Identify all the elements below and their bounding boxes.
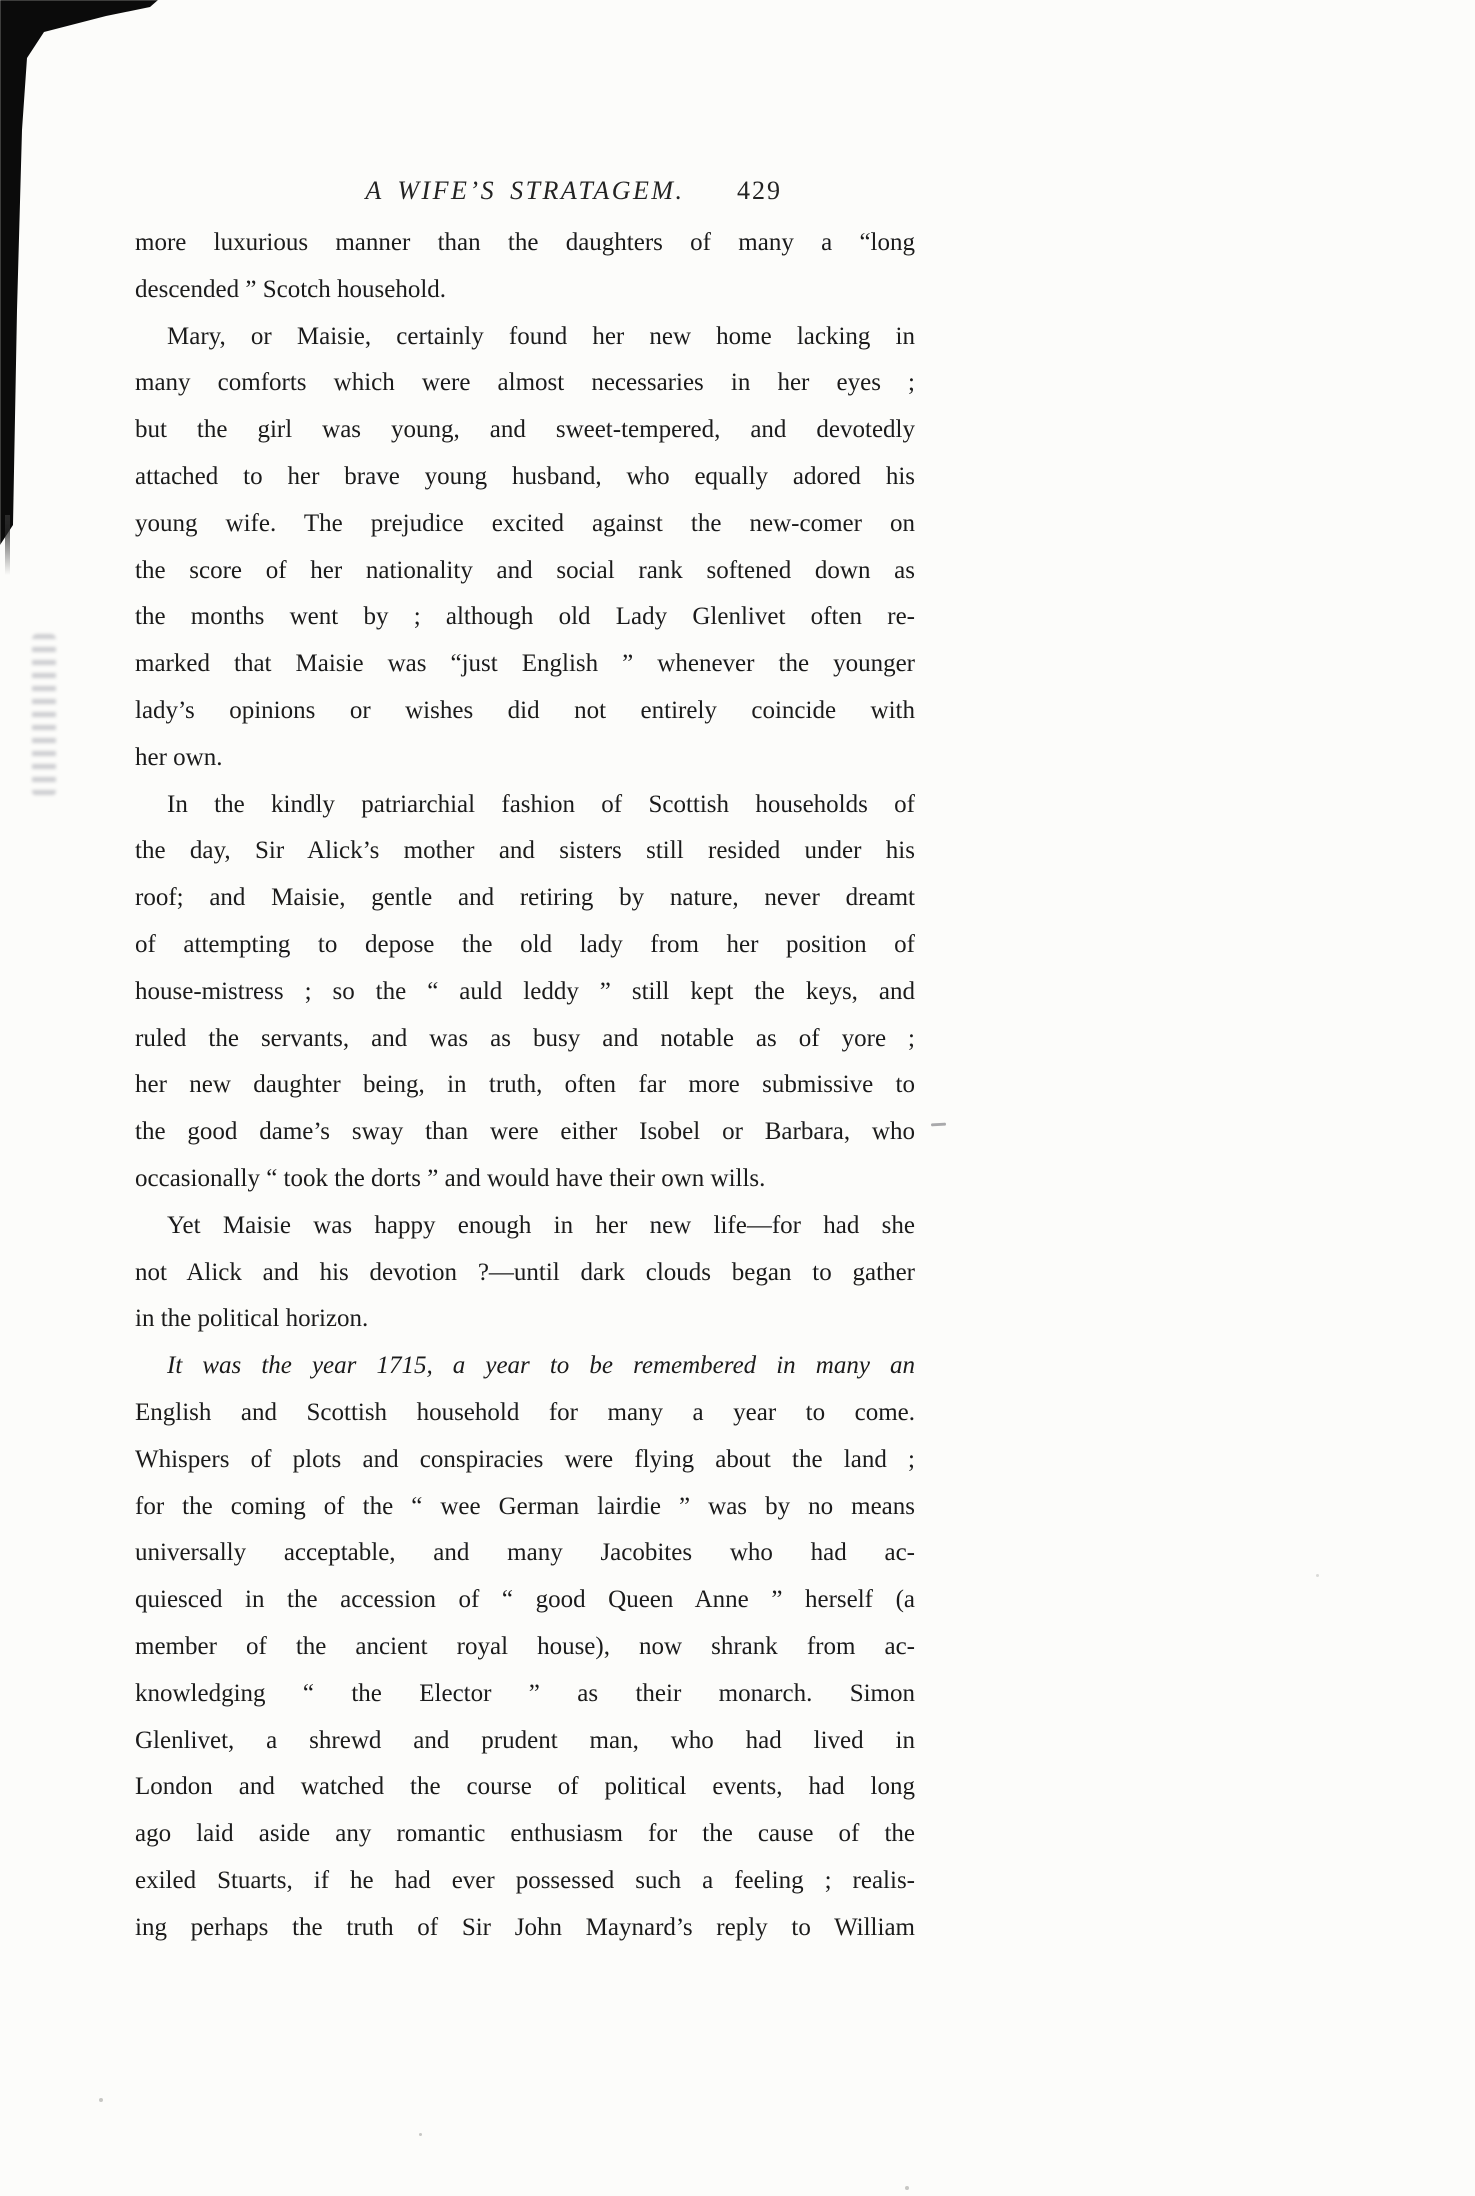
text-line: Yet Maisie was happy enough in her new life—for had she <box>167 1211 915 1239</box>
ink-speck <box>99 2098 103 2102</box>
text-line: ing perhaps the truth of Sir John Maynard’s reply to William <box>135 1913 915 1941</box>
text-line: for the coming of the “ wee German lairdie ” was by no means <box>135 1492 915 1520</box>
text-line: her new daughter being, in truth, often far more submissive to <box>135 1071 915 1099</box>
text-line: Glenlivet, a shrewd and prudent man, who had lived in <box>135 1726 915 1754</box>
page-header <box>135 176 915 212</box>
ink-speck <box>905 2186 909 2190</box>
running-title: A WIFE’S STRATAGEM. <box>365 176 685 205</box>
text-line: in the political horizon. <box>135 1305 369 1333</box>
paragraph <box>135 1203 915 1343</box>
paragraph <box>135 314 915 782</box>
paragraph <box>135 1343 915 1951</box>
text-line: ago laid aside any romantic enthusiasm for the cause of the <box>135 1820 915 1848</box>
text-line: member of the ancient royal house), now shrank from ac- <box>135 1632 915 1660</box>
text-line: the day, Sir Alick’s mother and sisters still resided under his <box>135 837 915 865</box>
text-line: roof; and Maisie, gentle and retiring by nature, never dreamt <box>135 884 915 912</box>
text-line: more luxurious manner than the daughters of many a “long <box>135 229 915 256</box>
text-line: universally acceptable, and many Jacobites who had ac- <box>135 1539 915 1567</box>
text-line: exiled Stuarts, if he had ever possessed such a feeling ; realis- <box>135 1866 915 1894</box>
text-line: of attempting to depose the old lady from her position of <box>135 930 915 958</box>
text-line: occasionally “ took the dorts ” and would have their own wills. <box>135 1164 766 1192</box>
text-line: the score of her nationality and social rank softened down as <box>135 556 915 584</box>
text-line: lady’s opinions or wishes did not entirely coincide with <box>135 696 915 724</box>
paragraph <box>135 782 915 1203</box>
text-line: house-mistress ; so the “ auld leddy ” still kept the keys, and <box>135 977 915 1005</box>
text-line: Mary, or Maisie, certainly found her new home lacking in <box>167 322 915 350</box>
text-line: marked that Maisie was “just English ” whenever the younger <box>135 650 915 678</box>
text-line: young wife. The prejudice excited against the new-comer on <box>135 509 915 537</box>
text-line: ruled the servants, and was as busy and notable as of yore ; <box>135 1024 915 1052</box>
margin-smudge-artifact <box>32 634 56 796</box>
ink-dash <box>931 1123 946 1127</box>
page-number: 429 <box>737 176 782 205</box>
text-line: attached to her brave young husband, who equally adored his <box>135 462 915 490</box>
text-line: not Alick and his devotion ?—until dark clouds began to gather <box>135 1258 915 1286</box>
paragraph <box>135 220 915 314</box>
text-line: the months went by ; although old Lady Glenlivet often re- <box>135 603 915 631</box>
text-block <box>135 220 915 1951</box>
text-line: knowledging “ the Elector ” as their monarch. Simon <box>135 1679 915 1707</box>
text-line: London and watched the course of political events, had long <box>135 1773 915 1801</box>
text-line: but the girl was young, and sweet-tempered, and devotedly <box>135 416 915 444</box>
scan-edge-artifact <box>5 515 10 575</box>
text-line: descended ” Scotch household. <box>135 275 447 303</box>
text-line: her own. <box>135 743 223 771</box>
ink-speck <box>1316 1574 1319 1577</box>
text-line: Whispers of plots and conspiracies were flying about the land ; <box>135 1445 915 1473</box>
text-line: many comforts which were almost necessaries in her eyes ; <box>135 369 915 397</box>
text-line: the good dame’s sway than were either Isobel or Barbara, who <box>135 1118 915 1146</box>
ink-speck <box>419 2133 422 2136</box>
text-line: quiesced in the accession of “ good Queen Anne ” herself (a <box>135 1586 915 1614</box>
text-line: English and Scottish household for many a year to come. <box>135 1398 915 1426</box>
text-line: It was the year 1715, a year to be remembered in many an <box>167 1352 915 1380</box>
text-line: In the kindly patriarchial fashion of Scottish households of <box>167 790 915 818</box>
